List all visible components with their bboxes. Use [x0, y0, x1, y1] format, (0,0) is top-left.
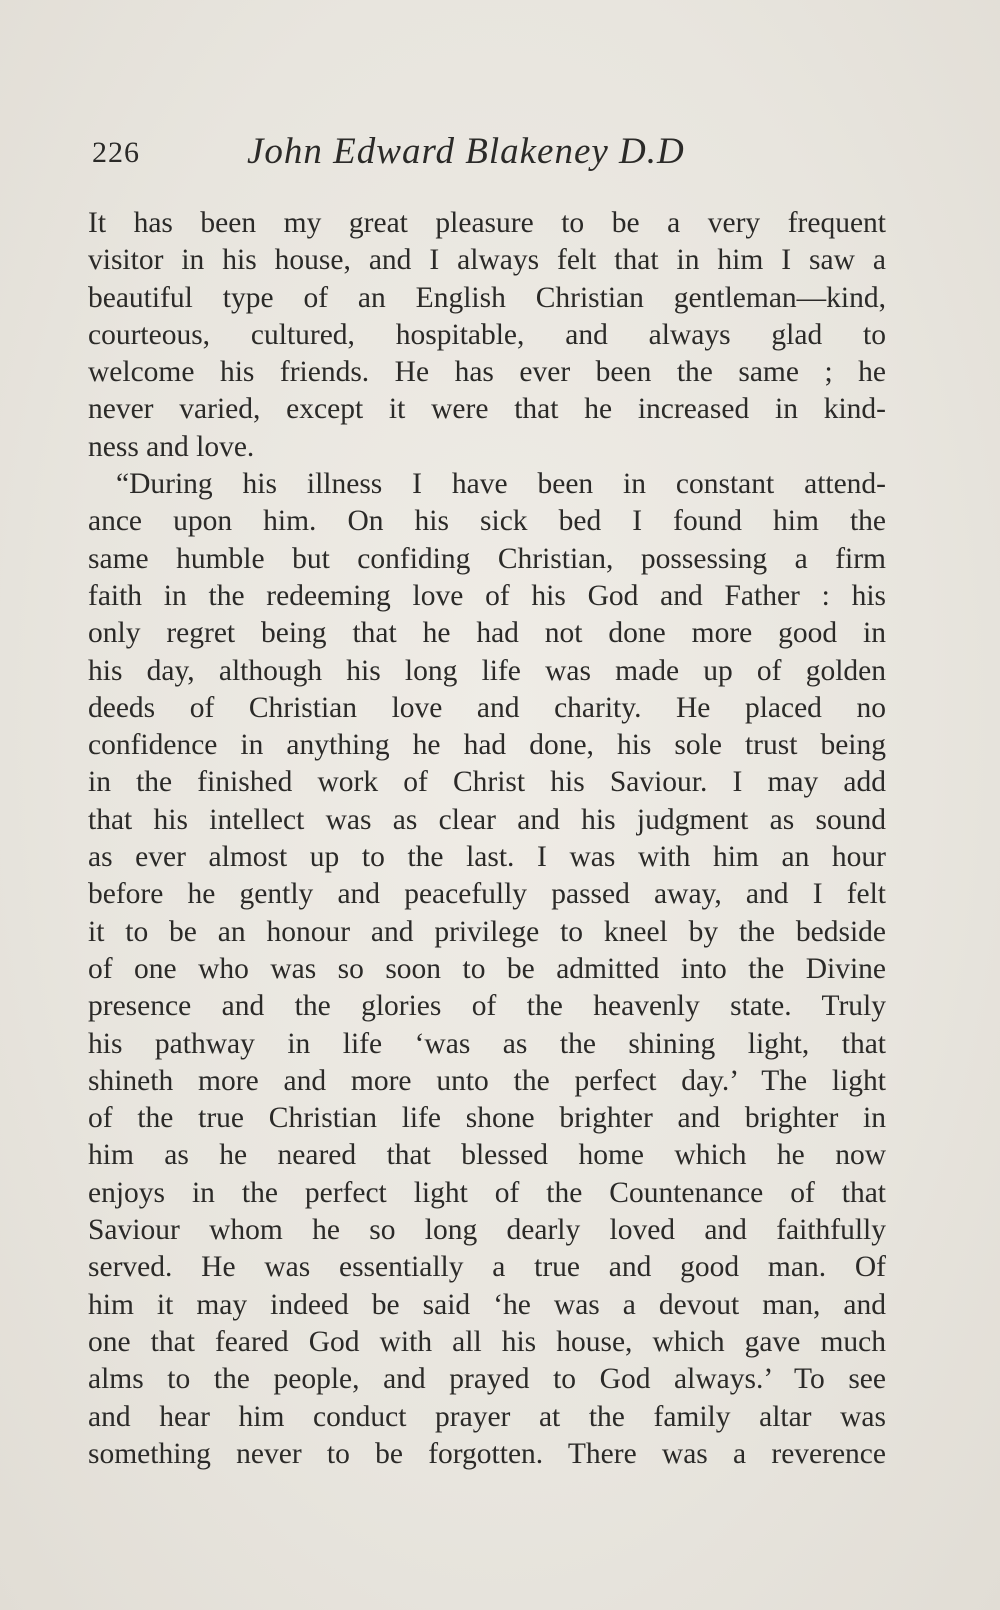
- text-line: alms to the people, and prayed to God always.’ To see: [88, 1363, 886, 1396]
- text-line: confidence in anything he had done, his sole trust being: [88, 729, 886, 762]
- text-line: one that feared God with all his house, which gave much: [88, 1325, 886, 1358]
- text-line: served. He was essentially a true and good man. Of: [88, 1251, 886, 1284]
- text-line: only regret being that he had not done more good in: [88, 617, 886, 650]
- text-line: it to be an honour and privilege to kneel by the bedside: [88, 915, 886, 948]
- text-line: shineth more and more unto the perfect day.’ The light: [88, 1064, 886, 1097]
- text-line: him as he neared that blessed home which he now: [88, 1139, 886, 1172]
- text-line: him it may indeed be said ‘he was a devout man, and: [88, 1288, 886, 1321]
- text-line: faith in the redeeming love of his God and Father : his: [88, 579, 886, 612]
- text-line: deeds of Christian love and charity. He placed no: [88, 691, 886, 724]
- page-header: [92, 130, 892, 180]
- text-line: visitor in his house, and I always felt that in him I saw a: [88, 244, 886, 277]
- text-line: as ever almost up to the last. I was with him an hour: [88, 841, 886, 874]
- text-line: and hear him conduct prayer at the family altar was: [88, 1400, 886, 1433]
- text-line: enjoys in the perfect light of the Countenance of that: [88, 1176, 886, 1209]
- text-line: beautiful type of an English Christian gentleman—kind,: [88, 281, 886, 314]
- text-line: Saviour whom he so long dearly loved and faithfully: [88, 1214, 886, 1247]
- text-line: his pathway in life ‘was as the shining light, that: [88, 1027, 886, 1060]
- body-text: [88, 205, 886, 1473]
- text-line: in the finished work of Christ his Saviour. I may add: [88, 766, 886, 799]
- text-line: presence and the glories of the heavenly state. Truly: [88, 990, 886, 1023]
- text-line: his day, although his long life was made up of golden: [88, 654, 886, 687]
- text-line: before he gently and peacefully passed away, and I felt: [88, 878, 886, 911]
- text-line: welcome his friends. He has ever been the same ; he: [88, 356, 886, 389]
- text-line: ness and love.: [88, 430, 255, 463]
- text-line: that his intellect was as clear and his judgment as sound: [88, 803, 886, 836]
- page-number: 226: [92, 136, 140, 169]
- running-title: John Edward Blakeney D.D: [247, 131, 685, 172]
- text-line: never varied, except it were that he increased in kind-: [88, 393, 886, 426]
- text-line: courteous, cultured, hospitable, and always glad to: [88, 318, 886, 351]
- text-line: same humble but confiding Christian, possessing a firm: [88, 542, 886, 575]
- text-line: something never to be forgotten. There was a reverence: [88, 1437, 886, 1470]
- text-line: of the true Christian life shone brighter and brighter in: [88, 1102, 886, 1135]
- text-line: “During his illness I have been in constant attend-: [116, 468, 886, 501]
- text-line: of one who was so soon to be admitted into the Divine: [88, 952, 886, 985]
- text-line: ance upon him. On his sick bed I found him the: [88, 505, 886, 538]
- text-line: It has been my great pleasure to be a very frequent: [88, 207, 886, 239]
